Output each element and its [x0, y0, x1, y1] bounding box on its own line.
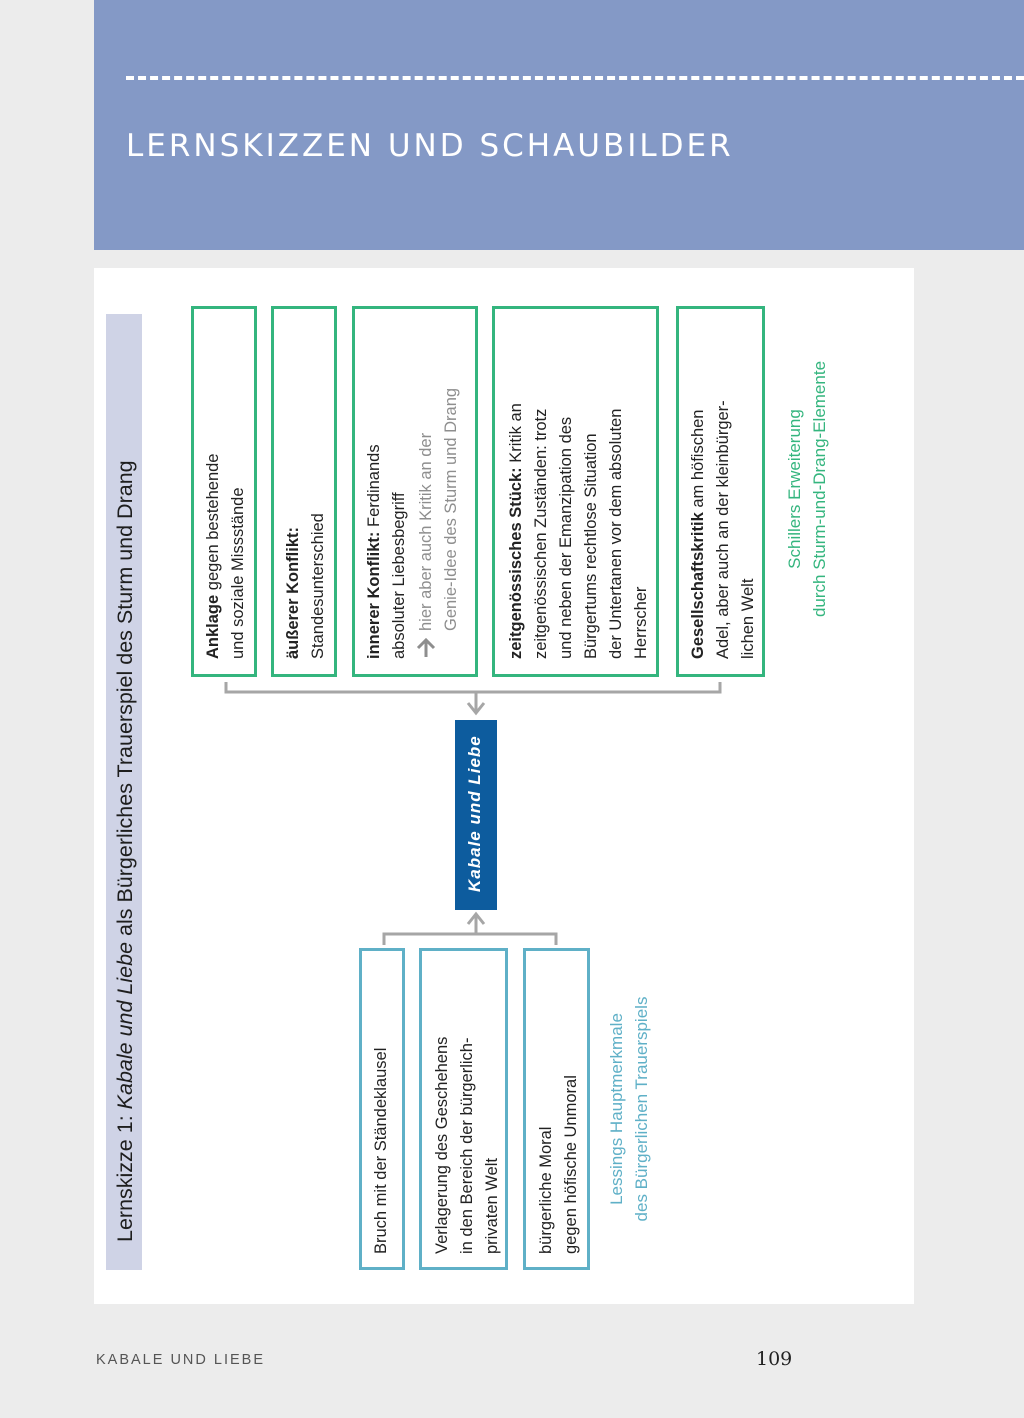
box-zeitgenoessisch-line1: Kritik an — [507, 403, 525, 468]
box-zeitgenoessisch-line3: und neben der Emanzipation des — [557, 416, 575, 659]
page-number: 109 — [756, 1348, 793, 1370]
box-aeusserer-konflikt-line2: Standesunterschied — [309, 513, 327, 659]
sketch-title-prefix: Lernskizze 1: — [113, 1109, 137, 1242]
box-buergerliche-moral-line1: bürgerliche Moral — [537, 1126, 555, 1254]
center-title: Kabale und Liebe — [465, 735, 484, 892]
box-zeitgenoessisch-line5: der Untertanen vor dem absoluten — [607, 408, 625, 659]
section-title: LERNSKIZZEN UND SCHAUBILDER — [126, 128, 734, 164]
box-zeitgenoessisch-line4: Bürgertums rechtlose Situation — [582, 433, 600, 659]
box-anklage-bold: Anklage — [204, 594, 222, 659]
lessing-label-line1: Lessings Hauptmerkmale — [607, 1013, 626, 1205]
box-zeitgenoessisch-text — [504, 403, 654, 659]
box-innerer-konflikt-sub1: hier aber auch Kritik an der — [417, 432, 435, 631]
box-staendeklausel-text — [369, 1048, 394, 1254]
box-verlagerung-line1: Verlagerung des Geschehens — [433, 1036, 451, 1254]
sketch-title-italic: Kabale und Liebe — [113, 941, 137, 1110]
box-innerer-konflikt-text — [362, 388, 464, 659]
box-innerer-konflikt-line1: Ferdinands — [365, 444, 383, 532]
box-verlagerung-text — [430, 1037, 505, 1254]
box-anklage-line1: gegen bestehende — [204, 453, 222, 595]
box-verlagerung-line2: in den Bereich der bürgerlich- — [458, 1037, 476, 1254]
box-innerer-konflikt-bold: innerer Konflikt: — [365, 531, 383, 659]
arrow-right-icon — [414, 637, 464, 659]
box-gesellschaftskritik-line1: am höfischen — [689, 409, 707, 513]
sturm-drang-label-line1: Schillers Erweiterung — [785, 409, 804, 569]
upper-bracket — [226, 682, 720, 692]
footer-book-title: KABALE UND LIEBE — [96, 1352, 265, 1368]
box-aeusserer-konflikt-text — [281, 513, 331, 659]
sturm-drang-label — [782, 330, 832, 648]
sketch-title-suffix: als Bürgerliches Trauerspiel des Sturm und Drang — [113, 460, 137, 942]
box-buergerliche-moral-text — [534, 1075, 584, 1254]
box-gesellschaftskritik-line2: Adel, aber auch an der kleinbürger- — [714, 400, 732, 659]
box-verlagerung-line3: privaten Welt — [483, 1158, 501, 1254]
lower-bracket — [384, 934, 556, 945]
box-zeitgenoessisch-bold: zeitgenössisches Stück: — [507, 467, 525, 659]
box-innerer-konflikt-line2: absoluter Liebesbegriff — [390, 492, 408, 659]
box-buergerliche-moral-line2: gegen höfische Unmoral — [562, 1075, 580, 1254]
box-gesellschaftskritik-text — [686, 400, 761, 659]
box-staendeklausel-line1: Bruch mit der Ständeklausel — [372, 1047, 390, 1254]
box-zeitgenoessisch-line6: Herrscher — [632, 586, 650, 659]
box-aeusserer-konflikt-bold: äußerer Konflikt: — [284, 526, 302, 659]
box-zeitgenoessisch-line2: zeitgenössischen Zuständen: trotz — [532, 408, 550, 659]
lessing-label — [604, 964, 654, 1254]
box-gesellschaftskritik-line3: lichen Welt — [739, 578, 757, 659]
box-anklage-text — [201, 454, 251, 660]
lessing-label-line2: des Bürgerlichen Trauerspiels — [632, 996, 651, 1222]
box-anklage-line2: und soziale Missstände — [229, 487, 247, 659]
sturm-drang-label-line2: durch Sturm-und-Drang-Elemente — [810, 360, 829, 618]
box-innerer-konflikt-sub2: Genie-Idee des Sturm und Drang — [442, 387, 460, 631]
box-gesellschaftskritik-bold: Gesellschaftskritik — [689, 512, 707, 659]
